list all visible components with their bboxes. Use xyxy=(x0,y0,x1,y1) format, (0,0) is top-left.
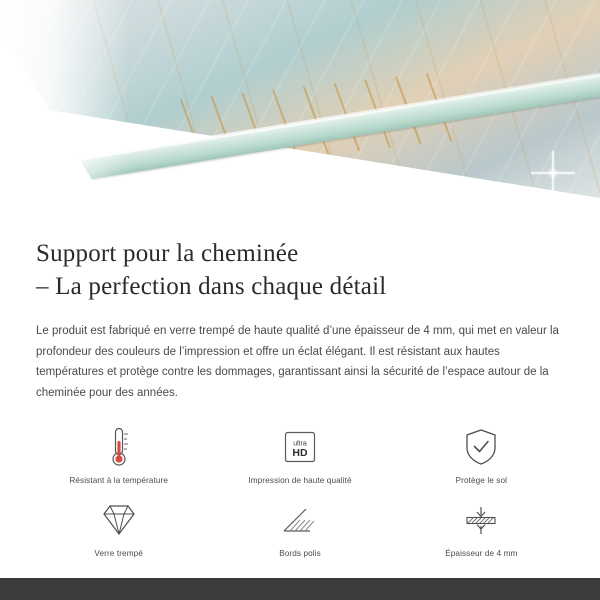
shield-check-icon xyxy=(462,424,500,470)
headline-line-2: – La perfection dans chaque détail xyxy=(36,272,387,300)
feature-item-floor-protection xyxy=(391,424,572,485)
feature-label: Bords polis xyxy=(279,548,321,558)
feature-label: Protège le sol xyxy=(455,475,508,485)
page-title xyxy=(36,238,564,303)
hero-product-image xyxy=(0,0,600,222)
svg-text:ultra: ultra xyxy=(293,440,307,448)
thermometer-icon xyxy=(104,424,134,470)
feature-label: Résistant à la température xyxy=(69,475,168,485)
feature-label: Impression de haute qualité xyxy=(248,475,352,485)
ultra-hd-icon xyxy=(280,424,320,470)
polished-edges-icon xyxy=(280,497,320,543)
footer-bar xyxy=(0,578,600,600)
feature-item-thickness xyxy=(391,497,572,558)
feature-item-tempered-glass xyxy=(28,497,209,558)
text-content xyxy=(0,222,600,404)
body-paragraph: Le produit est fabriqué en verre trempé de haute qualité d’une épaisseur de 4 mm, qui met en valeur la profondeur des couleurs de l’impression et offre un éclat élégant. Il est résistant aux hautes températures et protège contre les dommages, garantissant ainsi la sécurité de l’espace autour de la cheminée pour des années. xyxy=(36,325,559,400)
diamond-icon xyxy=(96,497,142,543)
feature-label: Verre trempé xyxy=(94,548,143,558)
feature-item-print-quality xyxy=(209,424,390,485)
feature-item-polished-edges xyxy=(209,497,390,558)
headline-line-1: Support pour la cheminée xyxy=(36,240,299,267)
thickness-arrows-icon xyxy=(460,497,502,543)
feature-label: Épaisseur de 4 mm xyxy=(445,548,518,558)
svg-text:HD: HD xyxy=(292,446,308,459)
feature-item-temperature xyxy=(28,424,209,485)
feature-grid xyxy=(0,424,600,558)
